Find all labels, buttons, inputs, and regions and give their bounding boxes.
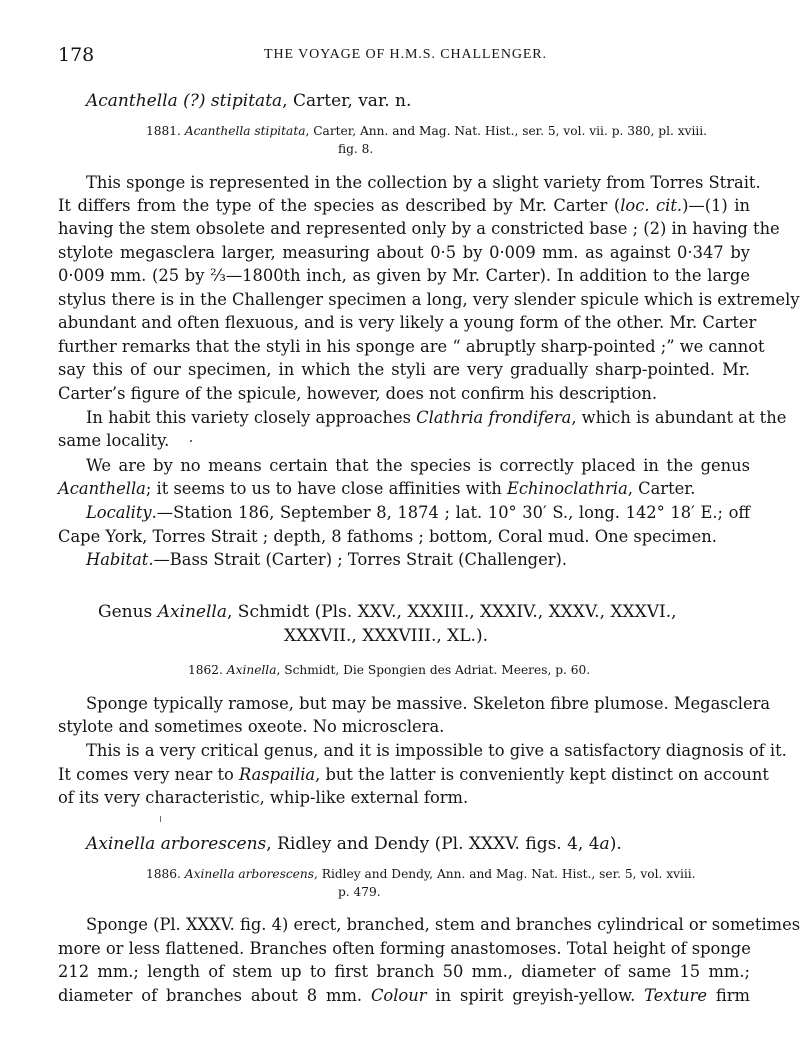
text-line: stylus there is in the Challenger specimen a long, very slender spicule which is extremely — [58, 290, 800, 309]
text-line: It comes very near to Raspailia, but the latter is conveniently kept distinct on account — [58, 765, 769, 784]
locality-line: Locality.—Station 186, September 8, 1874 ; lat. 10° 30′ S., long. 142° 18′ E.; off — [86, 503, 750, 522]
text-line: This is a very critical genus, and it is impossible to give a satisfactory diagnosis of it. — [86, 741, 787, 760]
running-head — [58, 44, 753, 68]
text-line: This sponge is represented in the collection by a slight variety from Torres Strait. — [86, 173, 761, 192]
reference-line: 1886. Axinella arborescens, Ridley and Dendy, Ann. and Mag. Nat. Hist., ser. 5, vol. xviii. — [146, 867, 696, 881]
species-heading-axinella: Axinella arborescens, Ridley and Dendy (Pl. XXXV. figs. 4, 4a). — [86, 834, 622, 854]
species-heading-acanthella — [86, 90, 411, 112]
genus-heading: XXXVII., XXXVIII., XL.). — [284, 626, 488, 646]
text-line: 0·009 mm. (25 by ⅔—1800th inch, as given by Mr. Carter). In addition to the large — [58, 266, 750, 285]
species-name: Acanthella (?) stipitata — [86, 91, 283, 111]
text-line: In habit this variety closely approaches Clathria frondifera, which is abundant at the — [86, 408, 787, 427]
text-line: same locality. — [58, 431, 170, 450]
genus-heading: Genus Axinella, Schmidt (Pls. XXV., XXXIII., XXXIV., XXXV., XXXVI., — [98, 602, 677, 622]
text-line: stylote megasclera larger, measuring about 0·5 by 0·009 mm. as against 0·347 by — [58, 243, 750, 262]
reference-line: fig. 8. — [338, 142, 374, 156]
genus-name: Axinella — [157, 602, 227, 622]
reference-name: Acanthella stipitata — [184, 124, 306, 138]
text-line: Sponge (Pl. XXXV. fig. 4) erect, branched, stem and branches cylindrical or sometimes — [86, 915, 800, 934]
running-title: THE VOYAGE OF H.M.S. CHALLENGER. — [264, 47, 547, 62]
text-line: diameter of branches about 8 mm. Colour in spirit greyish-yellow. Texture firm — [58, 986, 750, 1005]
habitat-line: Habitat.—Bass Strait (Carter) ; Torres Strait (Challenger). — [86, 550, 568, 569]
reference-text: , Carter, Ann. and Mag. Nat. Hist., ser. 5, vol. vii. p. 380, pl. xviii. — [305, 124, 708, 138]
text-line: Acanthella; it seems to us to have close affinities with Echinoclathria, Carter. — [58, 479, 696, 498]
text-line: Carter’s figure of the spicule, however, does not confirm his description. — [58, 384, 658, 403]
reference-line — [146, 123, 707, 140]
habitat-label: Habitat — [86, 550, 149, 569]
page-number: 178 — [58, 44, 95, 66]
stray-mark — [160, 816, 161, 822]
reference-year: 1881. — [146, 124, 185, 138]
species-authority: , Carter, var. n. — [282, 91, 412, 111]
text-line: 212 mm.; length of stem up to first branch 50 mm., diameter of same 15 mm.; — [58, 962, 750, 981]
text-line: say this of our specimen, in which the styli are very gradually sharp-pointed. Mr. — [58, 360, 750, 379]
species-name: Axinella arborescens — [86, 834, 267, 854]
text-line: We are by no means certain that the species is correctly placed in the genus — [86, 456, 750, 475]
text-line: It differs from the type of the species as described by Mr. Carter (loc. cit.)—(1) in — [58, 196, 750, 215]
text-line: abundant and often flexuous, and is very likely a young form of the other. Mr. Carter — [58, 313, 757, 332]
reference-line: 1862. Axinella, Schmidt, Die Spongien des Adriat. Meeres, p. 60. — [188, 663, 591, 677]
text-line: stylote and sometimes oxeote. No microsclera. — [58, 717, 445, 736]
text-line: Sponge typically ramose, but may be massive. Skeleton fibre plumose. Megasclera — [86, 694, 771, 713]
stray-mark — [190, 440, 192, 442]
text-line: of its very characteristic, whip-like external form. — [58, 788, 469, 807]
text-line: having the stem obsolete and represented only by a constricted base ; (2) in having the — [58, 219, 780, 238]
text-line: further remarks that the styli in his sponge are “ abruptly sharp-pointed ;” we cannot — [58, 337, 765, 356]
locality-line: Cape York, Torres Strait ; depth, 8 fathoms ; bottom, Coral mud. One specimen. — [58, 527, 717, 546]
locality-label: Locality — [86, 503, 152, 522]
reference-line: p. 479. — [338, 885, 381, 899]
text-line: more or less flattened. Branches often forming anastomoses. Total height of sponge — [58, 939, 751, 958]
